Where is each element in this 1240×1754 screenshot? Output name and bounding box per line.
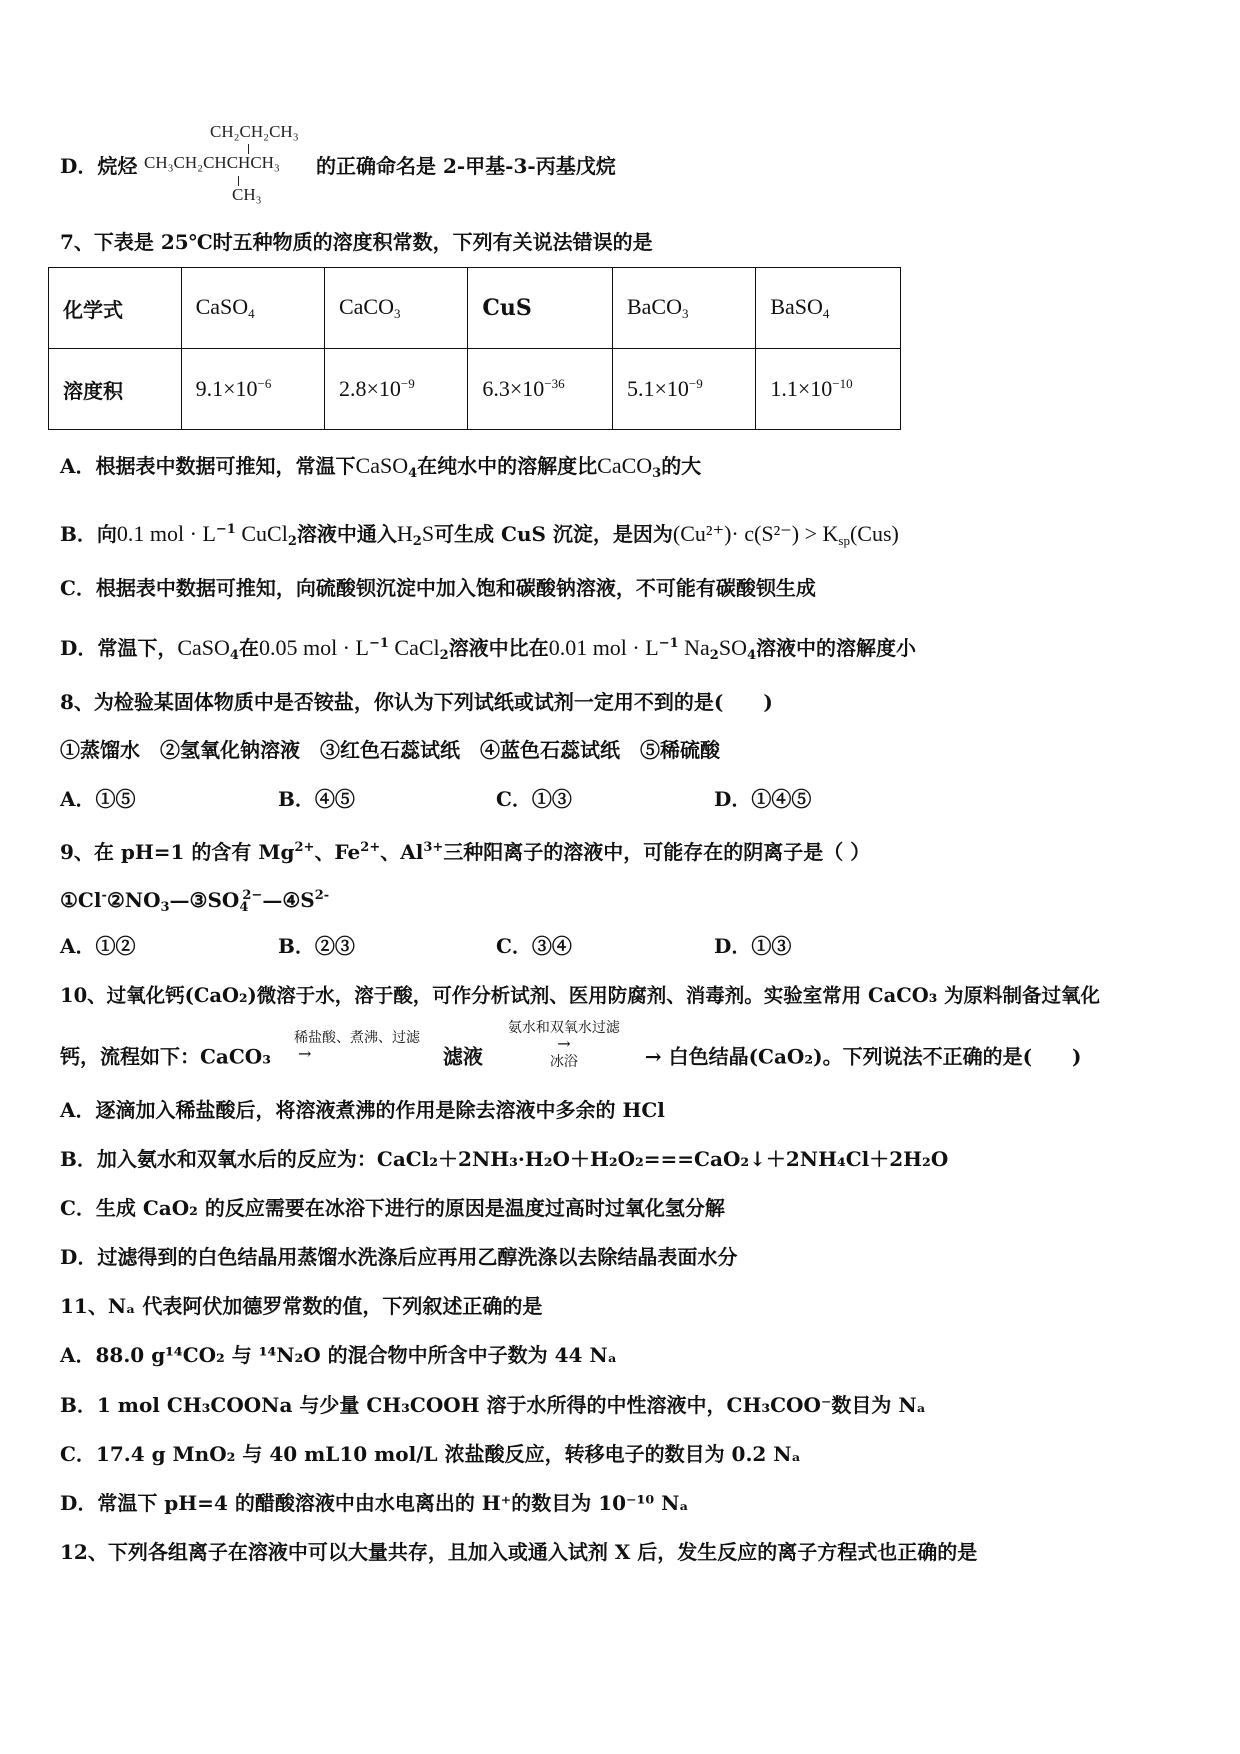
table-cell: CuS bbox=[468, 268, 613, 349]
q10-option-c: C．生成 CaO₂ 的反应需要在冰浴下进行的原因是温度过高时过氧化氢分解 bbox=[60, 1196, 725, 1220]
q10-option-d: D．过滤得到的白色结晶用蒸馏水洗涤后应再用乙醇洗涤以去除结晶表面水分 bbox=[60, 1245, 738, 1269]
subscript: 3 bbox=[681, 306, 689, 321]
q7-option-b: B．向0.1 mol · $L^{-1}$ CuCl$_2$溶液中通入$H_2S$可生成 CuS 沉淀，是因为$(Cu^{2+})\cdot c(S^{2-}) > K_{sp}(Cus)$ bbox=[60, 521, 899, 549]
structural-formula-main: CH₃CH₂CHCHCH₃ bbox=[144, 153, 280, 172]
table-cell: BaSO$_4$ bbox=[756, 268, 901, 349]
structural-formula bbox=[144, 122, 320, 208]
q11-option-a: A．88.0 g¹⁴CO₂ 与 ¹⁴N₂O 的混合物中所含中子数为 44 Nₐ bbox=[60, 1343, 618, 1367]
table-cell: $9.1\times 10^{-6}$ bbox=[181, 349, 324, 430]
table-cell: CaCO$_3$ bbox=[324, 268, 467, 349]
q10-stem: 10、过氧化钙(CaO₂)微溶于水，溶于酸，可作分析试剂、医用防腐剂、消毒剂。实验室常用 CaCO₃ 为原料制备过氧化 bbox=[60, 984, 1101, 1007]
q12-stem: 12、下列各组离子在溶液中可以大量共存，且加入或通入试剂 X 后，发生反应的离子方程式也正确的是 bbox=[60, 1540, 978, 1564]
reaction-arrow-1: 稀盐酸、煮沸、过滤 → bbox=[282, 1030, 432, 1062]
q8-option-a: A．①⑤ bbox=[60, 787, 136, 811]
q9-options bbox=[60, 932, 791, 960]
q7-option-c: C．根据表中数据可推知，向硫酸钡沉淀中加入饱和碳酸钠溶液，不可能有碳酸钡生成 bbox=[60, 576, 816, 600]
ksp-table bbox=[48, 267, 901, 430]
structural-formula-bottom: CH₃ bbox=[232, 185, 262, 204]
table-cell: CaSO$_4$ bbox=[181, 268, 324, 349]
subscript: 4 bbox=[822, 306, 830, 321]
q10-option-a: A．逐滴加入稀盐酸后，将溶液煮沸的作用是除去溶液中多余的 HCl bbox=[60, 1098, 665, 1122]
table-header-cell: 化学式 bbox=[49, 268, 182, 349]
table-row bbox=[49, 349, 901, 430]
reaction-arrow-2: 氨水和双氧水过滤 → 冰浴 bbox=[494, 1032, 634, 1080]
arrow-icon: → bbox=[297, 1044, 312, 1063]
subscript: 4 bbox=[248, 306, 255, 321]
q9-option-d: D．①③ bbox=[714, 934, 792, 958]
q7-option-d: D．常温下，CaSO$_4$在0.05 mol · $L^{-1}$ CaCl$_2$溶液中比在0.01 mol · $L^{-1}$ $Na_2SO_4$溶液中的溶解度小 bbox=[60, 635, 917, 663]
q7-option-a: A．根据表中数据可推知，常温下CaSO$_4$在纯水中的溶解度比CaCO$_3$的大 bbox=[60, 453, 702, 481]
arrow-icon: → bbox=[557, 1034, 571, 1053]
q8-option-c: C．①③ bbox=[496, 787, 572, 811]
table-header-cell: 溶度积 bbox=[49, 349, 182, 430]
q9-option-a: A．①② bbox=[60, 934, 136, 958]
q11-option-c: C．17.4 g MnO₂ 与 40 mL10 mol/L 浓盐酸反应，转移电子的数目为 0.2 Nₐ bbox=[60, 1442, 801, 1466]
table-cell: $5.1\times 10^{-9}$ bbox=[612, 349, 755, 430]
q9-option-c: C．③④ bbox=[496, 934, 572, 958]
q11-stem: 11、Nₐ 代表阿伏加德罗常数的值，下列叙述正确的是 bbox=[60, 1294, 543, 1318]
q6-option-d: D．烷烃 bbox=[60, 154, 138, 178]
q8-options bbox=[60, 785, 811, 813]
table-cell: BaCO$_3$ bbox=[612, 268, 755, 349]
subscript: 3 bbox=[393, 306, 401, 321]
table-cell: $1.1\times 10^{-10}$ bbox=[756, 349, 901, 430]
q8-items: ①蒸馏水 ②氢氧化钠溶液 ③红色石蕊试纸 ④蓝色石蕊试纸 ⑤稀硫酸 bbox=[60, 738, 720, 762]
q10-option-b: B．加入氨水和双氧水后的反应为：CaCl₂＋2NH₃·H₂O＋H₂O₂===CaO₂↓＋2NH₄Cl＋2H₂O bbox=[60, 1147, 949, 1171]
q8-stem: 8、为检验某固体物质中是否铵盐，你认为下列试纸或试剂一定用不到的是( ) bbox=[60, 690, 773, 714]
table-cell: $2.8\times 10^{-9}$ bbox=[324, 349, 467, 430]
q8-option-d: D．①④⑤ bbox=[714, 787, 812, 811]
q8-option-b: B．④⑤ bbox=[278, 787, 355, 811]
q11-option-d: D．常温下 pH=4 的醋酸溶液中由水电离出的 H⁺的数目为 10⁻¹⁰ Nₐ bbox=[60, 1491, 689, 1515]
table-cell: $6.3\times 10^{-36}$ bbox=[468, 349, 613, 430]
q9-stem: 9、在 pH=1 的含有 $Mg^{2+}$、$Fe^{2+}$、$Al^{3+}$三种阳离子的溶液中，可能存在的阴离子是（ ） bbox=[60, 840, 871, 864]
q11-option-b: B．1 mol CH₃COONa 与少量 CH₃COOH 溶于水所得的中性溶液中，CH₃COO⁻数目为 Nₐ bbox=[60, 1393, 926, 1417]
q6-option-d-suffix: 的正确命名是 2-甲基-3-丙基戊烷 bbox=[316, 154, 616, 178]
q7-stem: 7、下表是 25℃时五种物质的溶度积常数，下列有关说法错误的是 bbox=[60, 230, 653, 254]
q9-option-b: B．②③ bbox=[278, 934, 355, 958]
structural-formula-top: CH₂CH₂CH₃ bbox=[210, 122, 299, 141]
q10-flow: 钙，流程如下：CaCO₃ 稀盐酸、煮沸、过滤 → 滤液 氨水和双氧水过滤 → 冰浴 → 白色结晶(CaO₂)。下列说法不正确的是( ) bbox=[60, 1034, 1082, 1082]
q9-items: $①Cl^-②NO_3—③SO_4^{2-}—④S^{2-}$ bbox=[60, 888, 330, 915]
table-row bbox=[49, 268, 901, 349]
